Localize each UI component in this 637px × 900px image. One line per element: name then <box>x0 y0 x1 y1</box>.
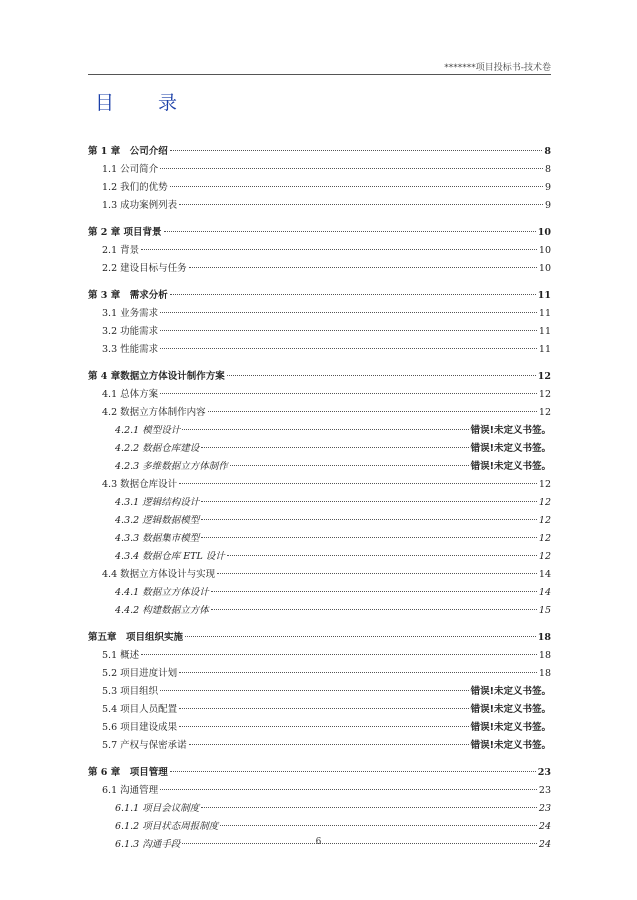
toc-dot-leader <box>201 519 537 520</box>
toc-dot-leader <box>164 231 536 232</box>
toc-entry[interactable] <box>88 404 551 422</box>
toc-title: 目录 <box>95 92 222 114</box>
toc-entry-page: 12 <box>538 389 551 400</box>
toc-dot-leader <box>160 168 543 169</box>
toc-entry-page: 10 <box>538 263 551 274</box>
toc-entry-page: 错误!未定义书签。 <box>470 461 551 472</box>
toc-entry-label: 4.3.1 逻辑结构设计 <box>115 497 200 508</box>
toc-chapter-entry[interactable] <box>88 764 551 782</box>
toc-dot-leader <box>141 249 537 250</box>
toc-dot-leader <box>201 501 537 502</box>
toc-entry-label: 4.2.2 数据仓库建设 <box>115 443 200 454</box>
toc-entry-page: 错误!未定义书签。 <box>470 443 551 454</box>
toc-dot-leader <box>227 375 536 376</box>
toc-dot-leader <box>170 771 536 772</box>
toc-entry-page: 24 <box>538 839 551 850</box>
toc-entry-label: 4.3.2 逻辑数据模型 <box>115 515 200 526</box>
toc-dot-leader <box>141 654 537 655</box>
toc-chapter-entry[interactable] <box>88 368 551 386</box>
toc-dot-leader <box>170 294 536 295</box>
toc-entry[interactable] <box>88 683 551 701</box>
header-title: *******项目投标书-技术卷 <box>444 63 551 73</box>
toc-entry-page: 14 <box>538 569 551 580</box>
toc-entry[interactable] <box>88 701 551 719</box>
toc-gap <box>88 620 551 629</box>
toc-entry[interactable] <box>88 782 551 800</box>
toc-dot-leader <box>201 537 537 538</box>
toc-entry-label: 1.1 公司简介 <box>102 164 159 175</box>
toc-dot-leader <box>201 807 537 808</box>
toc-entry-label: 4.2.3 多维数据立方体制作 <box>115 461 228 472</box>
toc-dot-leader <box>160 789 537 790</box>
toc-dot-leader <box>189 744 469 745</box>
toc-dot-leader <box>211 591 537 592</box>
table-of-contents <box>88 143 551 854</box>
toc-entry-label: 1.3 成功案例列表 <box>102 200 178 211</box>
toc-chapter-entry[interactable] <box>88 287 551 305</box>
toc-entry-label: 6.1 沟通管理 <box>102 785 159 796</box>
toc-dot-leader <box>189 267 537 268</box>
toc-entry-label: 5.4 项目人员配置 <box>102 704 178 715</box>
toc-entry-page: 18 <box>537 632 551 643</box>
toc-entry-label: 4.3.3 数据集市模型 <box>115 533 200 544</box>
toc-entry[interactable] <box>88 476 551 494</box>
toc-entry[interactable] <box>88 737 551 755</box>
toc-entry-label: 6.1.3 沟通手段 <box>115 839 181 850</box>
toc-entry-page: 23 <box>538 785 551 796</box>
toc-entry-label: 4.4 数据立方体设计与实现 <box>102 569 216 580</box>
toc-entry-label: 4.3.4 数据仓库 ETL 设计 <box>115 551 225 562</box>
toc-entry[interactable] <box>88 197 551 215</box>
toc-entry-page: 错误!未定义书签。 <box>470 740 551 751</box>
toc-entry-page: 12 <box>538 551 551 562</box>
toc-entry[interactable] <box>88 440 551 458</box>
toc-chapter-entry[interactable] <box>88 629 551 647</box>
toc-dot-leader <box>217 573 537 574</box>
toc-dot-leader <box>179 672 537 673</box>
toc-entry-label: 6.1.1 项目会议制度 <box>115 803 200 814</box>
toc-dot-leader <box>160 330 537 331</box>
toc-entry-label: 4.4.2 构建数据立方体 <box>115 605 209 616</box>
toc-entry-label: 第 6 章 项目管理 <box>88 767 168 778</box>
toc-entry[interactable] <box>88 584 551 602</box>
toc-entry[interactable] <box>88 512 551 530</box>
toc-entry[interactable] <box>88 161 551 179</box>
toc-dot-leader <box>170 150 543 151</box>
toc-entry-page: 错误!未定义书签。 <box>470 686 551 697</box>
toc-dot-leader <box>160 348 537 349</box>
toc-entry-page: 11 <box>538 344 551 355</box>
toc-dot-leader <box>170 186 543 187</box>
toc-entry-label: 第 4 章数据立方体设计制作方案 <box>88 371 225 382</box>
toc-entry-page: 15 <box>538 605 551 616</box>
toc-dot-leader <box>230 465 469 466</box>
toc-entry-label: 3.2 功能需求 <box>102 326 159 337</box>
toc-entry-label: 1.2 我们的优势 <box>102 182 168 193</box>
toc-entry-label: 4.4.1 数据立方体设计 <box>115 587 209 598</box>
header-rule <box>88 74 551 75</box>
toc-gap <box>88 755 551 764</box>
toc-entry[interactable] <box>88 179 551 197</box>
toc-entry-page: 9 <box>544 200 551 211</box>
toc-entry[interactable] <box>88 566 551 584</box>
toc-entry[interactable] <box>88 647 551 665</box>
toc-entry-page: 12 <box>538 479 551 490</box>
toc-entry-page: 24 <box>538 821 551 832</box>
toc-entry[interactable] <box>88 323 551 341</box>
toc-dot-leader <box>179 483 537 484</box>
toc-entry-label: 5.3 项目组织 <box>102 686 159 697</box>
toc-dot-leader <box>179 204 543 205</box>
toc-entry-page: 10 <box>538 245 551 256</box>
toc-entry-label: 3.3 性能需求 <box>102 344 159 355</box>
toc-entry-label: 第五章 项目组织实施 <box>88 632 184 643</box>
toc-entry[interactable] <box>88 548 551 566</box>
toc-entry-label: 2.2 建设目标与任务 <box>102 263 187 274</box>
toc-entry-page: 12 <box>538 515 551 526</box>
toc-entry-label: 4.1 总体方案 <box>102 389 159 400</box>
toc-entry[interactable] <box>88 422 551 440</box>
toc-entry-page: 23 <box>538 803 551 814</box>
toc-entry[interactable] <box>88 386 551 404</box>
toc-entry-page: 12 <box>538 533 551 544</box>
toc-dot-leader <box>160 393 537 394</box>
toc-entry-label: 5.1 概述 <box>102 650 140 661</box>
toc-entry-page: 8 <box>544 164 551 175</box>
toc-entry[interactable] <box>88 719 551 737</box>
toc-entry-label: 第 2 章 项目背景 <box>88 227 162 238</box>
toc-entry-page: 错误!未定义书签。 <box>470 425 551 436</box>
toc-entry-page: 11 <box>538 326 551 337</box>
toc-dot-leader <box>179 726 469 727</box>
toc-entry-label: 3.1 业务需求 <box>102 308 159 319</box>
toc-entry[interactable] <box>88 665 551 683</box>
toc-entry-label: 4.3 数据仓库设计 <box>102 479 178 490</box>
toc-entry-label: 4.2.1 模型设计 <box>115 425 181 436</box>
toc-entry-page: 11 <box>538 308 551 319</box>
toc-entry-page: 14 <box>538 587 551 598</box>
toc-dot-leader <box>227 555 537 556</box>
toc-entry-page: 18 <box>538 650 551 661</box>
toc-gap <box>88 215 551 224</box>
toc-dot-leader <box>220 825 537 826</box>
toc-gap <box>88 359 551 368</box>
toc-entry[interactable] <box>88 602 551 620</box>
toc-entry[interactable] <box>88 458 551 476</box>
toc-entry[interactable] <box>88 800 551 818</box>
toc-gap <box>88 278 551 287</box>
toc-entry-page: 错误!未定义书签。 <box>470 722 551 733</box>
toc-entry[interactable] <box>88 242 551 260</box>
toc-entry-page: 11 <box>537 290 551 301</box>
toc-entry[interactable] <box>88 341 551 359</box>
toc-entry[interactable] <box>88 530 551 548</box>
toc-entry[interactable] <box>88 818 551 836</box>
toc-entry-label: 第 1 章 公司介绍 <box>88 146 168 157</box>
toc-entry[interactable] <box>88 305 551 323</box>
toc-entry-page: 23 <box>537 767 551 778</box>
toc-entry-label: 2.1 背景 <box>102 245 140 256</box>
toc-entry-page: 12 <box>537 371 551 382</box>
toc-dot-leader <box>182 429 468 430</box>
toc-entry-page: 8 <box>544 146 551 157</box>
toc-entry-label: 5.6 项目建设成果 <box>102 722 178 733</box>
toc-dot-leader <box>185 636 536 637</box>
toc-entry-page: 错误!未定义书签。 <box>470 704 551 715</box>
toc-entry-page: 9 <box>544 182 551 193</box>
toc-entry-page: 18 <box>538 668 551 679</box>
toc-entry[interactable] <box>88 494 551 512</box>
toc-entry-page: 12 <box>538 407 551 418</box>
toc-dot-leader <box>208 411 537 412</box>
toc-entry-label: 4.2 数据立方体制作内容 <box>102 407 206 418</box>
toc-chapter-entry[interactable] <box>88 224 551 242</box>
toc-entry[interactable] <box>88 260 551 278</box>
toc-chapter-entry[interactable] <box>88 143 551 161</box>
toc-dot-leader <box>179 708 469 709</box>
toc-entry-label: 5.2 项目进度计划 <box>102 668 178 679</box>
toc-entry-page: 10 <box>537 227 551 238</box>
toc-dot-leader <box>211 609 537 610</box>
toc-entry-label: 5.7 产权与保密承诺 <box>102 740 187 751</box>
page-number: 6 <box>315 837 322 847</box>
toc-dot-leader <box>160 690 469 691</box>
toc-dot-leader <box>201 447 468 448</box>
toc-dot-leader <box>160 312 537 313</box>
toc-entry-label: 第 3 章 需求分析 <box>88 290 168 301</box>
toc-entry-label: 6.1.2 项目状态周报制度 <box>115 821 219 832</box>
toc-entry-page: 12 <box>538 497 551 508</box>
